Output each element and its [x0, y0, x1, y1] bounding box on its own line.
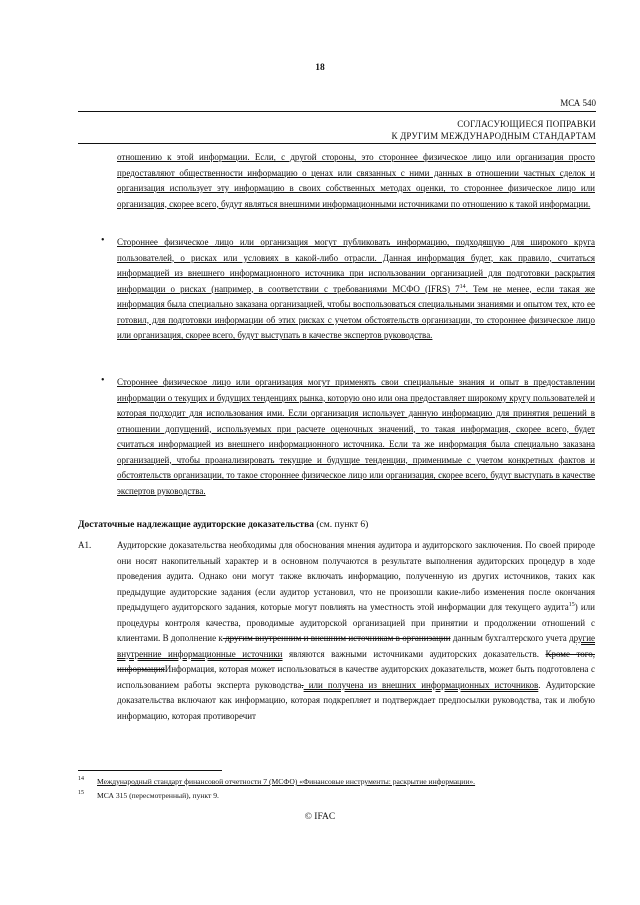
a1-deleted-3: . [301, 679, 304, 690]
bullet-item-1 [117, 235, 595, 344]
footnote-15-text: МСА 315 (пересмотренный), пункт 9. [97, 791, 219, 800]
footnote-ref-15[interactable]: 15 [568, 602, 575, 608]
page-footer: © IFAC [304, 812, 336, 822]
paragraph-label: A1. [78, 540, 92, 550]
a1-text-2: ) или процедуры контроля качества, проводимые аудиторской организацией при принятии и продолжении отношений с клиентами. В дополнение к [117, 602, 595, 643]
header-rule-bottom [78, 143, 596, 144]
a1-text-1: Аудиторские доказательства необходимы для обоснования мнения аудитора и аудиторского заключения. По своей природе они носят накопительный характер и в основном получаются в результате выполнения аудиторских процедур в ходе проведения аудита. Однако они могут также включать информацию, полученную из других источников, таких как предыдущие аудиторские задания (если аудитор установил, что не произошли какие-либо изменения после окончания предыдущего аудиторского задания, которые могут повлиять на уместность этой информации для текущего аудита [117, 540, 595, 612]
footnote-ref-14[interactable]: 14 [459, 283, 466, 290]
bullet-1-text-cont: . Тем не менее, если такая же информация была специально заказана организацией, чтобы воспользоваться специальными знаниями и опытом тех, кто ее готовил, для подготовки информации об этих рисках с учетом обстоятельств организации, то стороннее физическое лицо или организация, скорее всего, будут выступать в качестве экспертов руководства. [117, 283, 595, 340]
footnote-14-number: 14 [78, 776, 84, 782]
bullet-item-2: Стороннее физическое лицо или организация могут применять свои специальные знания и опыт в предоставлении информации о текущих и будущих тенденциях рынка, которую оно или она предоставляет широкому кругу пользователей и которая подходит для использования ими. Если организация использует данную информацию для принятия решений в отношении допущений, используемых при расчете оценочных значений, то такая информация, скорее всего, будет считаться информацией из внешнего информационного источника. Если та же информация была специально заказана организацией, чтобы проанализировать текущие и будущие тенденции, применимые с учетом конкретных фактов и обстоятельств организации, то такое стороннее физическое лицо или организация, скорее всего, будут выступать в качестве экспертов руководства. [117, 377, 595, 496]
a1-text-5: Информация, которая может использоваться в качестве аудиторских доказательств, может быть подготовлена с использованием работы эксперта руководства [117, 664, 595, 690]
standard-code: МСА 540 [560, 98, 596, 108]
page-number: 18 [315, 63, 325, 73]
section-heading [78, 520, 368, 530]
a1-text-4: являются важными источниками аудиторских доказательств. [282, 648, 546, 659]
a1-deleted-2: Кроме того, информация [117, 648, 595, 674]
footnote-separator [78, 770, 222, 771]
header-title-line-2: К ДРУГИМ МЕЖДУНАРОДНЫМ СТАНДАРТАМ [391, 131, 596, 141]
section-heading-ref: (см. пункт 6) [316, 520, 369, 530]
header-title-line-1: СОГЛАСУЮЩИЕСЯ ПОПРАВКИ [457, 119, 596, 129]
bullet-1-text: Стороннее физическое лицо или организация могут публиковать информацию, подходящую для широкого круга пользователей, о рисках или условиях в какой-либо отрасли. Данная информация будет, как правило, считаться информацией из внешнего информационного источника при использовании организацией для подготовки раскрытия информации о рисках (например, в соответствии с требованиями МСФО (IFRS) 7 [117, 237, 595, 294]
a1-text-6: . Аудиторские доказательства включают как информацию, которая подкрепляет и подтверждает предпосылки руководства, так и любую информацию, которая противоречит [117, 679, 595, 721]
a1-text-3: данным бухгалтерского учета [450, 633, 570, 643]
a1-inserted-1: другие внутренние информационные источники [117, 633, 596, 659]
bullet-marker-2: • [101, 375, 105, 386]
a1-deleted-1: другим внутренним и внешним источникам в организации [222, 633, 451, 643]
intro-paragraph: отношению к этой информации. Если, с другой стороны, это стороннее физическое лицо или организация просто предоставляют общественности информацию о ценах или связанных с ними данных в отношении частных сделок и организация использует эту информацию в своих собственных методах оценки, то стороннее физическое лицо или организация, скорее всего, будут являться внешними информационными источниками по отношению к такой информации. [117, 152, 595, 209]
header-rule [78, 111, 596, 112]
footnote-15-number: 15 [78, 790, 84, 796]
footnote-14-text: Международный стандарт финансовой отчетности 7 (МСФО) «Финансовые инструменты: раскрытие информации». [97, 777, 476, 786]
a1-inserted-2: или получена из внешних информационных источников [303, 679, 539, 690]
paragraph-a1 [117, 538, 595, 724]
section-heading-text: Достаточные надлежащие аудиторские доказательства [78, 520, 314, 530]
bullet-marker-1: • [101, 235, 105, 246]
